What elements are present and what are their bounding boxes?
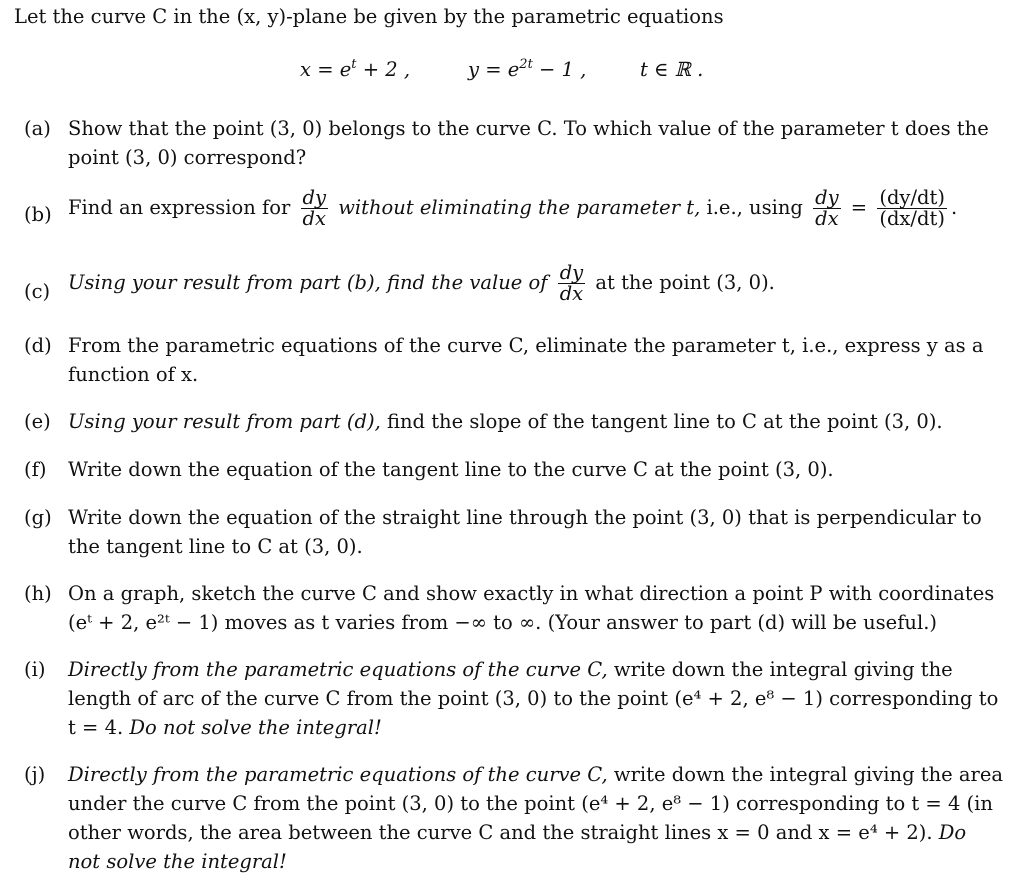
- part-e-label: (e): [24, 410, 51, 433]
- parametric-equations: [0, 58, 1024, 86]
- part-a-label: (a): [24, 117, 51, 140]
- equation-y: $y = e^{2t} - 1$ ,: [468, 57, 587, 81]
- fraction-dy-dx-2: $\frac{dy}{dx}$: [815, 186, 839, 230]
- part-d-label: (d): [24, 334, 52, 357]
- part-i-label: (i): [24, 658, 46, 681]
- part-i-text: Directly from the parametric equations of the curve C, write down the integral giving the length of arc of the curve C from the point (3, 0) to the point (e⁴ + 2, e⁸ − 1) corresponding to t = 4. Do not solve the integral!: [68, 658, 999, 739]
- part-j-text: Directly from the parametric equations of the curve C, write down the integral giving the area under the curve C from the point (3, 0) to the point (e⁴ + 2, e⁸ − 1) corresponding to t = 4 (in other words, the area between the curve C and the straight lines x = 0 and x = e⁴ + 2). Do not solve the integral!: [68, 763, 1004, 873]
- part-c-label: (c): [24, 280, 51, 303]
- part-b: [24, 188, 1004, 229]
- part-e-text: Using your result from part (d), find the slope of the tangent line to C at the point (3, 0).: [68, 410, 943, 433]
- intro-text: Let the curve C in the (x, y)-plane be given by the parametric equations: [14, 5, 724, 28]
- part-d-text: From the parametric equations of the curve C, eliminate the parameter t, i.e., express y as a function of x.: [68, 334, 984, 386]
- part-e: [24, 407, 1004, 436]
- part-f-text: Write down the equation of the tangent line to the curve C at the point (3, 0).: [68, 458, 834, 481]
- equation-x: $x = e^t + 2$ ,: [300, 57, 411, 81]
- part-g-text: Write down the equation of the straight line through the point (3, 0) that is perpendicular to the tangent line to C at (3, 0).: [68, 506, 982, 558]
- part-j-label: (j): [24, 763, 46, 786]
- equation-t-domain: t ∈ ℝ .: [640, 58, 704, 81]
- part-b-text: Find an expression for $\frac{dy}{dx}$ without eliminating the parameter t, i.e., using $\frac{dy}{dx}$ = $\frac{(dy/dt)}{(dx/dt)}$ .: [68, 186, 958, 230]
- part-c: [24, 263, 1004, 304]
- fraction-dy-dx-c: $\frac{dy}{dx}$: [559, 261, 584, 305]
- part-h-label: (h): [24, 582, 52, 605]
- fraction-dydt-dxdt: $\frac{(dy/dt)}{(dx/dt)}$: [879, 186, 945, 230]
- part-a-text: Show that the point (3, 0) belongs to the curve C. To which value of the parameter t does the point (3, 0) correspond?: [68, 117, 989, 169]
- part-g: [24, 503, 1004, 561]
- part-j: [24, 760, 1004, 876]
- part-b-label: (b): [24, 203, 52, 226]
- part-i: [24, 655, 1004, 742]
- part-h-text: On a graph, sketch the curve C and show exactly in what direction a point P with coordinates (eᵗ + 2, e²ᵗ − 1) moves as t varies from −∞ to ∞. (Your answer to part (d) will be useful.): [68, 582, 995, 634]
- part-d: [24, 331, 1004, 389]
- part-c-text: Using your result from part (b), find the value of $\frac{dy}{dx}$ at the point (3, 0).: [68, 261, 775, 305]
- fraction-dy-dx: $\frac{dy}{dx}$: [302, 186, 327, 230]
- part-g-label: (g): [24, 506, 52, 529]
- part-f-label: (f): [24, 458, 47, 481]
- part-f: [24, 455, 1004, 484]
- part-a: [24, 114, 1004, 172]
- part-h: [24, 579, 1004, 637]
